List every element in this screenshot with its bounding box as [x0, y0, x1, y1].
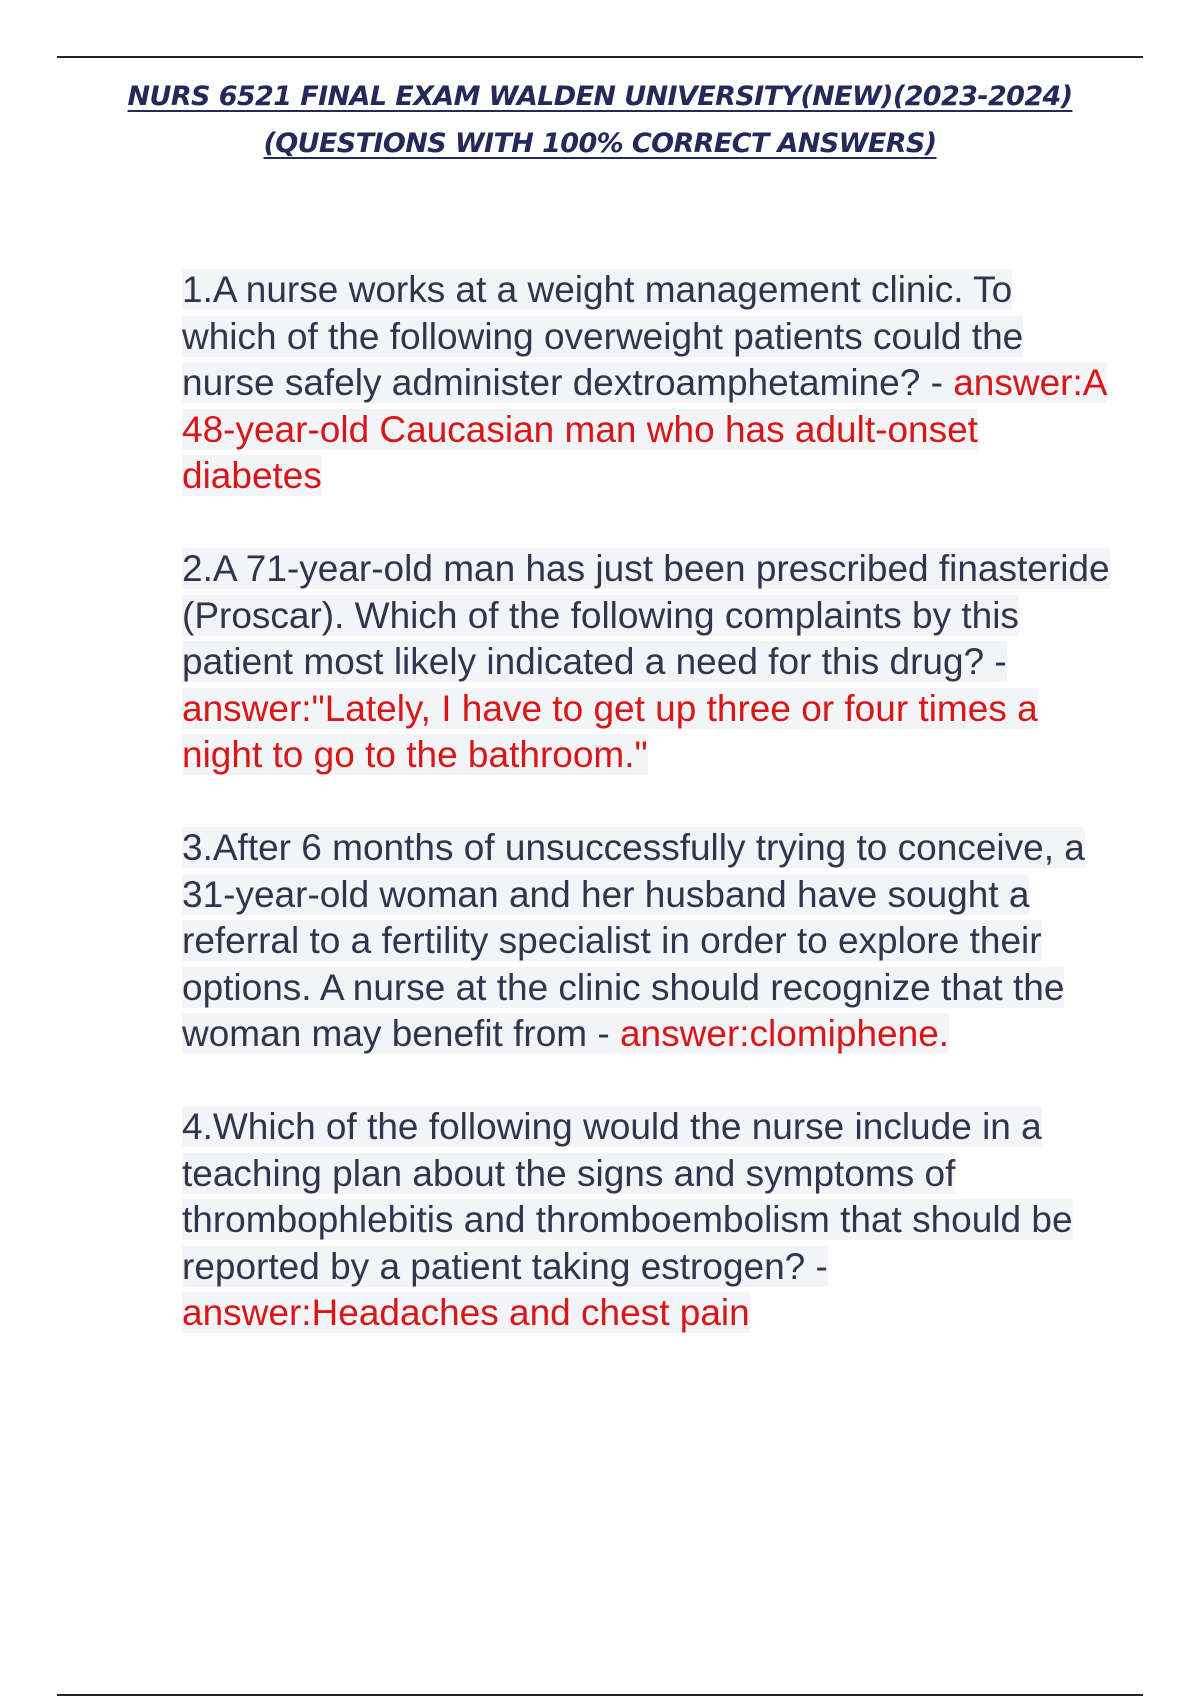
question-text: 1.A nurse works at a weight management clinic. To which of the following overweight patients could the nurse safely administer dextroamphetamine? -	[182, 269, 1024, 403]
answer-text: answer:A 48-year-old Caucasian man who has adult-onset diabetes	[182, 362, 1108, 496]
top-rule	[57, 56, 1143, 58]
answer-text: answer:clomiphene.	[619, 1013, 950, 1054]
question-item-2	[182, 546, 1112, 779]
answer-text: answer:"Lately, I have to get up three or four times a night to go to the bathroom."	[182, 687, 1038, 775]
bottom-rule	[57, 1694, 1143, 1696]
question-list	[182, 267, 1112, 1383]
question-item-3	[182, 825, 1112, 1058]
question-item-4	[182, 1104, 1112, 1337]
question-text: 4.Which of the following would the nurse include in a teaching plan about the signs and symptoms of thrombophlebitis and thromboembolism that should be reported by a patient taking estrogen? -	[182, 1106, 1073, 1287]
document-title: NURS 6521 FINAL EXAM WALDEN UNIVERSITY(NEW)(2023-2024)(QUESTIONS WITH 100% CORRECT ANSWERS)	[127, 81, 1073, 159]
question-text: 2.A 71-year-old man has just been prescribed finasteride (Proscar). Which of the following complaints by this patient most likely indicated a need for this drug? -	[182, 548, 1110, 682]
answer-text: answer:Headaches and chest pain	[182, 1292, 750, 1333]
question-item-1	[182, 267, 1112, 500]
question-text: 3.After 6 months of unsuccessfully trying to conceive, a 31-year-old woman and her husband have sought a referral to a fertility specialist in order to explore their options. A nurse at the clinic should recognize that the woman may benefit from -	[182, 827, 1085, 1054]
